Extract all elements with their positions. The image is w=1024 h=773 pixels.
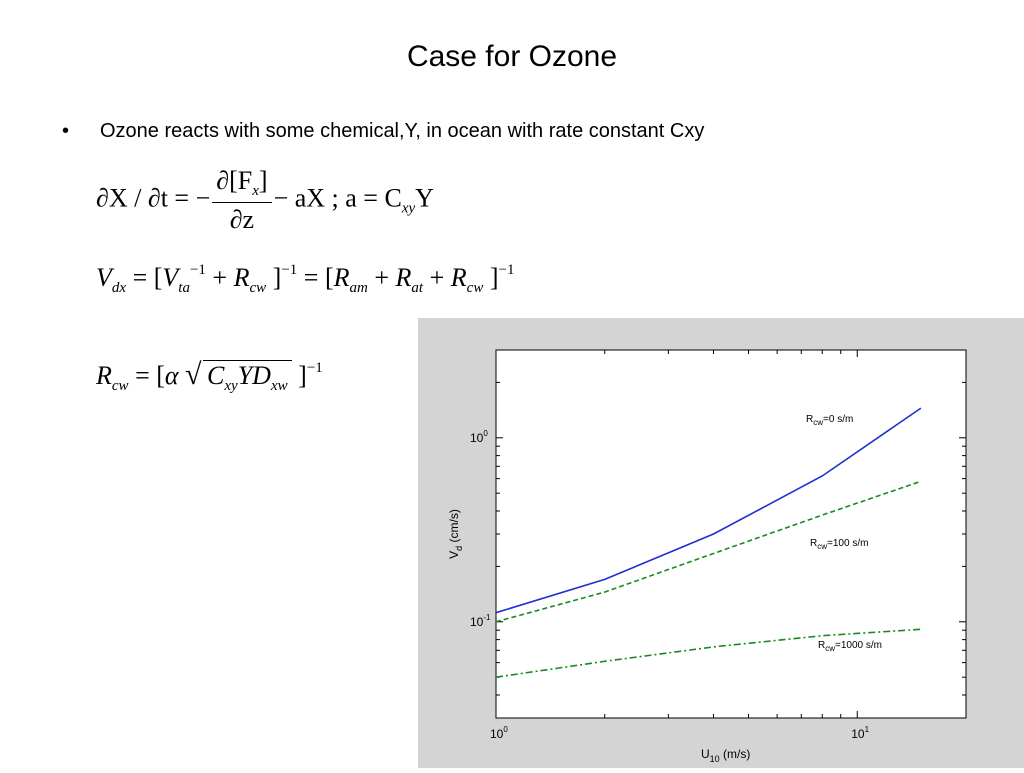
- series-label-2: $R_{cw}=100$ s/m: [810, 538, 869, 551]
- equation-1-numerator-end: ]: [258, 166, 268, 195]
- y-axis-label: $V_d$ (cm/s): [447, 509, 464, 559]
- equation-1-denominator: ∂z: [229, 205, 255, 234]
- y-tick-label: $10^{-1}$: [470, 612, 491, 629]
- x-axis-label: $U_{10}$ (m/s): [701, 747, 751, 764]
- equation-1-rest-sub: xy: [401, 200, 416, 217]
- equation-1-numerator-sub: x: [252, 183, 259, 199]
- equation-1: [96, 166, 434, 235]
- equation-3: $R_{cw} = [\alpha$ √ $C_{xy}YD_{xw}$ ]$^{-1}$: [96, 358, 323, 394]
- y-tick-label: $10^0$: [470, 428, 488, 445]
- series-label-3: $R_{cw}=1000$ s/m: [818, 640, 882, 653]
- equation-1-fraction: [212, 166, 271, 235]
- figure-panel: [418, 318, 1024, 768]
- series-label-1: $R_{cw}=0$ s/m: [806, 414, 854, 427]
- equation-2: $V_{dx} = [V_{ta}^{-1} + R_{cw}$ ]$^{-1} = [R_{am} + R_{at} + R_{cw}$ ]$^{-1}$: [96, 262, 515, 296]
- bullet-item: [62, 120, 704, 143]
- x-tick-label: $10^0$: [490, 725, 508, 741]
- equation-1-rest-end: Y: [415, 183, 434, 213]
- bullet-text: Ozone reacts with some chemical,Y, in ocean with rate constant Cxy: [100, 120, 705, 142]
- equation-1-rest: − aX ; a = C: [273, 183, 402, 213]
- x-tick-label: $10^1$: [851, 725, 870, 741]
- equation-1-lhs: ∂X / ∂t = −: [96, 183, 211, 213]
- plot-area: [496, 350, 966, 718]
- equation-1-numerator: ∂[F: [216, 166, 253, 195]
- deposition-velocity-chart: [418, 318, 1024, 768]
- slide-title: Case for Ozone: [406, 40, 618, 73]
- bullet-dot-icon: •: [62, 120, 70, 142]
